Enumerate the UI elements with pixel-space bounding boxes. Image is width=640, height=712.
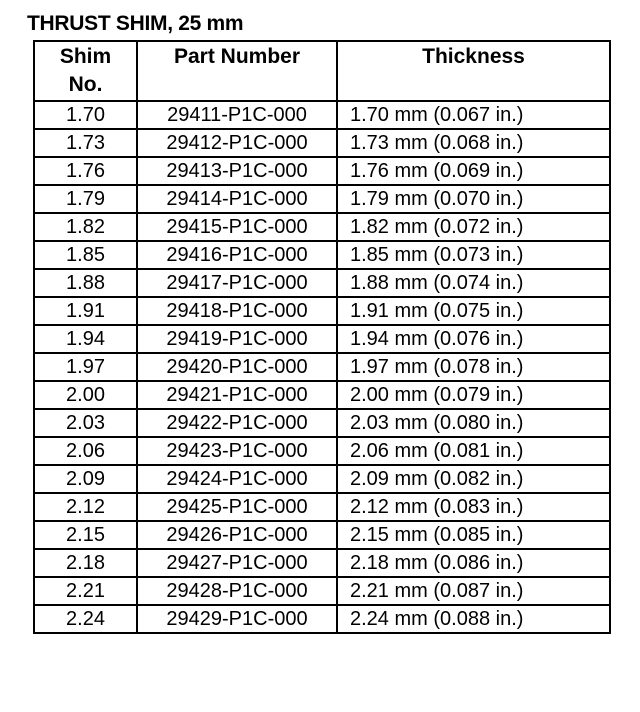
table-row (34, 605, 610, 633)
cell-thickness: 2.06 mm (0.081 in.) (337, 437, 610, 465)
table-row (34, 157, 610, 185)
cell-thickness: 2.12 mm (0.083 in.) (337, 493, 610, 521)
cell-part-number: 29423-P1C-000 (137, 437, 337, 465)
cell-thickness: 2.15 mm (0.085 in.) (337, 521, 610, 549)
cell-part-number: 29416-P1C-000 (137, 241, 337, 269)
cell-shim-no: 1.70 (34, 101, 137, 129)
cell-part-number: 29424-P1C-000 (137, 465, 337, 493)
cell-thickness: 1.73 mm (0.068 in.) (337, 129, 610, 157)
cell-part-number: 29419-P1C-000 (137, 325, 337, 353)
cell-shim-no: 1.76 (34, 157, 137, 185)
header-shim-no-line2: No. (68, 73, 103, 96)
cell-shim-no: 2.12 (34, 493, 137, 521)
header-shim-no-line1: Shim (59, 45, 112, 68)
cell-thickness: 1.79 mm (0.070 in.) (337, 185, 610, 213)
table-row (34, 241, 610, 269)
header-thickness: Thickness (337, 41, 610, 101)
cell-shim-no: 2.06 (34, 437, 137, 465)
cell-shim-no: 1.79 (34, 185, 137, 213)
cell-part-number: 29420-P1C-000 (137, 353, 337, 381)
table-row (34, 129, 610, 157)
cell-part-number: 29415-P1C-000 (137, 213, 337, 241)
cell-part-number: 29417-P1C-000 (137, 269, 337, 297)
table-row (34, 577, 610, 605)
cell-thickness: 1.82 mm (0.072 in.) (337, 213, 610, 241)
cell-part-number: 29412-P1C-000 (137, 129, 337, 157)
cell-thickness: 2.00 mm (0.079 in.) (337, 381, 610, 409)
cell-thickness: 1.76 mm (0.069 in.) (337, 157, 610, 185)
cell-part-number: 29414-P1C-000 (137, 185, 337, 213)
table-row (34, 325, 610, 353)
cell-part-number: 29428-P1C-000 (137, 577, 337, 605)
cell-part-number: 29427-P1C-000 (137, 549, 337, 577)
table-row (34, 409, 610, 437)
cell-shim-no: 1.94 (34, 325, 137, 353)
cell-part-number: 29411-P1C-000 (137, 101, 337, 129)
table-row (34, 185, 610, 213)
table-row (34, 297, 610, 325)
cell-shim-no: 1.85 (34, 241, 137, 269)
thrust-shim-table (33, 40, 611, 634)
cell-shim-no: 1.97 (34, 353, 137, 381)
table-row (34, 101, 610, 129)
cell-part-number: 29413-P1C-000 (137, 157, 337, 185)
cell-thickness: 1.85 mm (0.073 in.) (337, 241, 610, 269)
cell-shim-no: 2.18 (34, 549, 137, 577)
table-row (34, 381, 610, 409)
cell-thickness: 1.91 mm (0.075 in.) (337, 297, 610, 325)
cell-shim-no: 2.15 (34, 521, 137, 549)
table-row (34, 493, 610, 521)
cell-shim-no: 1.82 (34, 213, 137, 241)
cell-part-number: 29429-P1C-000 (137, 605, 337, 633)
table-header-row (34, 41, 610, 101)
cell-thickness: 1.70 mm (0.067 in.) (337, 101, 610, 129)
table-row (34, 437, 610, 465)
cell-thickness: 2.09 mm (0.082 in.) (337, 465, 610, 493)
cell-shim-no: 1.88 (34, 269, 137, 297)
cell-shim-no: 1.91 (34, 297, 137, 325)
cell-part-number: 29421-P1C-000 (137, 381, 337, 409)
cell-thickness: 1.94 mm (0.076 in.) (337, 325, 610, 353)
cell-shim-no: 2.03 (34, 409, 137, 437)
header-shim-no (34, 41, 137, 101)
cell-part-number: 29425-P1C-000 (137, 493, 337, 521)
cell-part-number: 29422-P1C-000 (137, 409, 337, 437)
cell-shim-no: 2.21 (34, 577, 137, 605)
cell-shim-no: 2.24 (34, 605, 137, 633)
table-row (34, 521, 610, 549)
cell-part-number: 29418-P1C-000 (137, 297, 337, 325)
cell-part-number: 29426-P1C-000 (137, 521, 337, 549)
cell-thickness: 1.97 mm (0.078 in.) (337, 353, 610, 381)
cell-thickness: 1.88 mm (0.074 in.) (337, 269, 610, 297)
header-part-number: Part Number (137, 41, 337, 101)
table-row (34, 269, 610, 297)
table-row (34, 549, 610, 577)
page-title: THRUST SHIM, 25 mm (27, 12, 244, 35)
cell-thickness: 2.18 mm (0.086 in.) (337, 549, 610, 577)
table-row (34, 465, 610, 493)
cell-shim-no: 1.73 (34, 129, 137, 157)
cell-thickness: 2.24 mm (0.088 in.) (337, 605, 610, 633)
table-row (34, 213, 610, 241)
table-row (34, 353, 610, 381)
cell-thickness: 2.21 mm (0.087 in.) (337, 577, 610, 605)
cell-shim-no: 2.09 (34, 465, 137, 493)
cell-shim-no: 2.00 (34, 381, 137, 409)
cell-thickness: 2.03 mm (0.080 in.) (337, 409, 610, 437)
